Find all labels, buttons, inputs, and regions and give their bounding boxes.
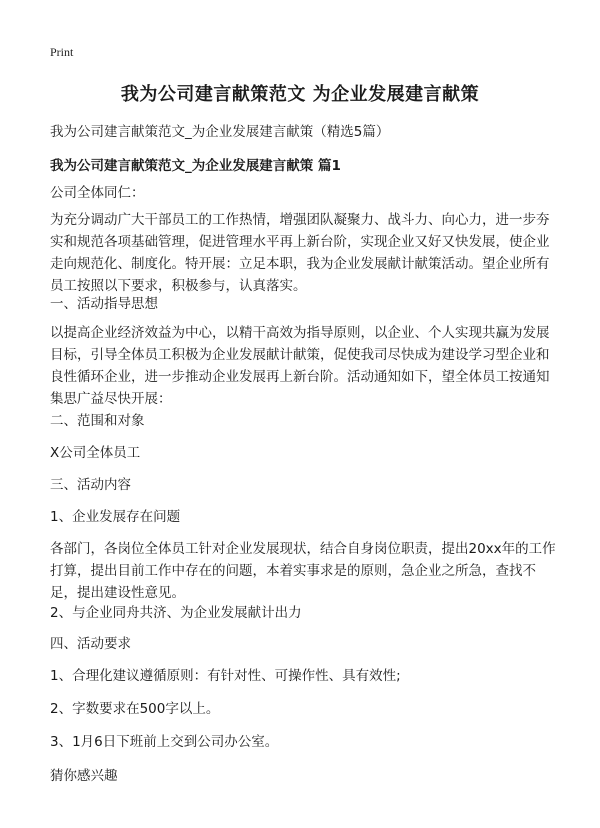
- heading-guiding-thought: 一、活动指导思想: [50, 296, 158, 312]
- heading-scope: 二、范围和对象: [50, 413, 145, 429]
- greeting: 公司全体同仁：: [50, 185, 145, 201]
- content-item-1-paragraph: 各部门，各岗位全体员工针对企业发展现状，结合自身岗位职责，提出20xx年的工作打算，提出目前工作中存在的问题，本着实事求是的原则，急企业之所急，查找不足，提出建设性意见。: [50, 541, 556, 601]
- requirement-1: 1、合理化建议遵循原则：有针对性、可操作性、具有效性;: [50, 668, 401, 684]
- heading-requirements: 四、活动要求: [50, 636, 131, 652]
- requirement-3: 3、1月6日下班前上交到公司办公室。: [50, 734, 279, 750]
- intro-paragraph: 为充分调动广大干部员工的工作热情，增强团队凝聚力、战斗力、向心力，进一步夯实和规范各项基础管理，促进管理水平再上新台阶，实现企业又好又快发展，使企业走向规范化、制度化。特开展：立足本职，我为企业发展献计献策活动。望企业所有员工按照以下要求，积极参与，认真落实。: [50, 212, 550, 294]
- section-heading: 我为公司建言献策范文_为企业发展建言献策 篇1: [50, 158, 341, 174]
- subtitle: 我为公司建言献策范文_为企业发展建言献策（精选5篇）: [50, 124, 390, 140]
- page-title: 我为公司建言献策范文 为企业发展建言献策: [120, 84, 480, 105]
- content-item-2: 2、与企业同舟共济、为企业发展献计出力: [50, 605, 302, 621]
- related-link[interactable]: 猜你感兴趣: [50, 768, 118, 784]
- requirement-2: 2、字数要求在500字以上。: [50, 701, 220, 717]
- print-label[interactable]: Print: [50, 45, 74, 59]
- guiding-paragraph: 以提高企业经济效益为中心，以精干高效为指导原则，以企业、个人实现共赢为发展目标，引导全体员工积极为企业发展献计献策，促使我司尽快成为建设学习型企业和良性循环企业，进一步推动企业发展再上新台阶。活动通知如下，望全体员工按通知集思广益尽快开展：: [50, 325, 550, 407]
- scope-text: X公司全体员工: [50, 445, 141, 461]
- heading-content: 三、活动内容: [50, 477, 131, 493]
- content-item-1: 1、企业发展存在问题: [50, 509, 181, 525]
